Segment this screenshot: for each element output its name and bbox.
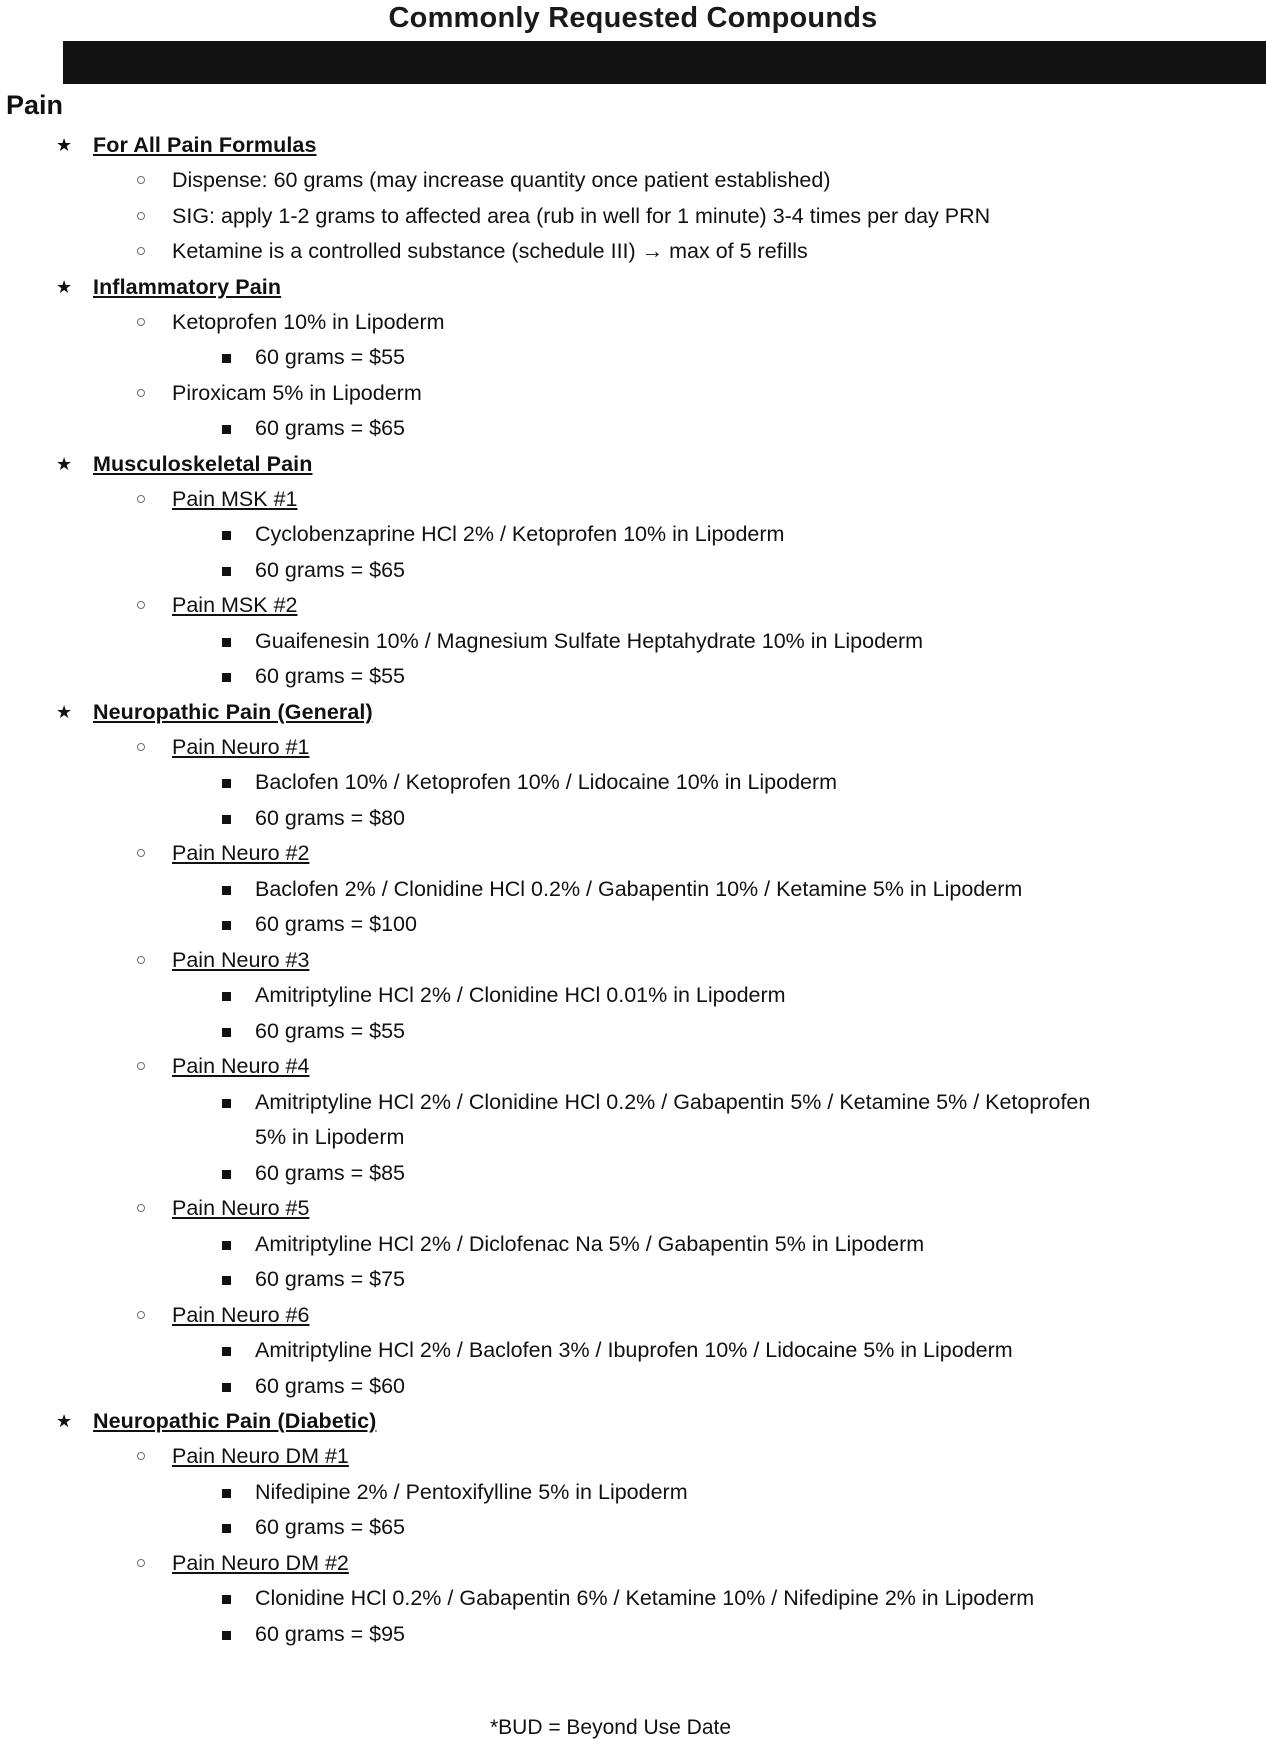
formula-ingredients-row (0, 1227, 1266, 1263)
group-neuropathic-pain-diabetic (0, 1404, 1266, 1439)
formula-price-row (0, 801, 1266, 837)
formula-ingredients: Cyclobenzaprine HCl 2% / Ketoprofen 10% in Lipoderm (255, 522, 785, 546)
formula-name: Pain Neuro DM #2 (172, 1550, 349, 1575)
circle-bullet-icon (137, 601, 145, 609)
formula-ingredients-row (0, 1085, 1266, 1156)
formula-list (0, 305, 1266, 447)
star-bullet-icon: ★ (56, 453, 73, 474)
formula-ingredients-row (0, 872, 1266, 908)
formula-detail-list (0, 517, 1266, 588)
circle-bullet-icon (137, 1452, 145, 1460)
document-body (0, 88, 1266, 1652)
formula-ingredients-row (0, 1475, 1266, 1511)
formula-list (0, 482, 1266, 695)
formula-name-row (0, 943, 1266, 979)
formula-price: 60 grams = $85 (255, 1160, 405, 1185)
formula-price: 60 grams = $60 (255, 1373, 405, 1398)
square-bullet-icon (222, 1099, 231, 1108)
group-musculoskeletal-pain (0, 447, 1266, 482)
square-bullet-icon (222, 673, 231, 682)
circle-bullet-icon (137, 956, 145, 964)
formula-name-row (0, 836, 1266, 872)
formula-ingredients: Amitriptyline HCl 2% / Clonidine HCl 0.2% / Gabapentin 5% / Ketamine 5% / Ketoprofen 5% in Lipoderm (255, 1089, 1091, 1149)
formula-price: 60 grams = $75 (255, 1267, 405, 1291)
formula-name-row (0, 1049, 1266, 1085)
formula-price: 60 grams = $65 (255, 1515, 405, 1539)
formula-name-row (0, 588, 1266, 624)
formula-ingredients: Amitriptyline HCl 2% / Clonidine HCl 0.01% in Lipoderm (255, 983, 786, 1007)
circle-bullet-icon (137, 743, 145, 751)
formula-price-row (0, 553, 1266, 589)
group-neuropathic-pain-general (0, 695, 1266, 730)
circle-bullet-icon (137, 389, 145, 397)
formula-name: Pain Neuro DM #1 (172, 1444, 349, 1468)
formula-price-row (0, 1014, 1266, 1050)
formula-ingredients: Baclofen 2% / Clonidine HCl 0.2% / Gabapentin 10% / Ketamine 5% in Lipoderm (255, 876, 1023, 901)
formula-price: 60 grams = $100 (255, 912, 417, 936)
formula-detail-list (0, 1227, 1266, 1298)
formula-price-list (0, 340, 1266, 376)
formula-name-row (0, 1298, 1266, 1334)
square-bullet-icon (222, 815, 231, 824)
formula-list (0, 1439, 1266, 1652)
formula-detail-list (0, 978, 1266, 1049)
note-text: Ketamine is a controlled substance (schedule III) → max of 5 refills (172, 239, 808, 263)
circle-bullet-icon (137, 1204, 145, 1212)
formula-detail-list (0, 1475, 1266, 1546)
formula-price: 60 grams = $55 (255, 345, 405, 369)
notes-list (0, 163, 1266, 270)
square-bullet-icon (222, 1276, 231, 1285)
formula-name: Pain Neuro #3 (172, 947, 310, 972)
formula-detail-list (0, 872, 1266, 943)
formula-ingredients-row (0, 517, 1266, 553)
square-bullet-icon (222, 638, 231, 647)
formula-detail-list (0, 1581, 1266, 1652)
circle-bullet-icon (137, 849, 145, 857)
formula-name-row (0, 730, 1266, 766)
circle-bullet-icon (137, 247, 145, 255)
formula-price-row (0, 340, 1266, 376)
group-inflammatory-pain (0, 270, 1266, 305)
section-heading-pain: Pain (6, 90, 64, 120)
circle-bullet-icon (137, 1559, 145, 1567)
formula-price-row (0, 659, 1266, 695)
formula-price-row (0, 1369, 1266, 1405)
formula-detail-list (0, 765, 1266, 836)
formula-price-row (0, 1156, 1266, 1192)
square-bullet-icon (222, 1489, 231, 1498)
formula-name: Pain MSK #1 (172, 486, 298, 511)
circle-bullet-icon (137, 176, 145, 184)
formula-name-row (0, 482, 1266, 518)
formula-price-row (0, 1262, 1266, 1298)
square-bullet-icon (222, 531, 231, 540)
formula-ingredients-row (0, 305, 1266, 341)
formula-price: 60 grams = $55 (255, 664, 405, 688)
formula-name: Pain Neuro #4 (172, 1054, 310, 1078)
formula-name-row (0, 1191, 1266, 1227)
square-bullet-icon (222, 886, 231, 895)
circle-bullet-icon (137, 1062, 145, 1070)
formula-ingredients-row (0, 765, 1266, 801)
group-label: For All Pain Formulas (93, 133, 317, 157)
formula-ingredients-row (0, 1333, 1266, 1369)
star-bullet-icon: ★ (56, 1411, 73, 1431)
formula-price-row (0, 1510, 1266, 1546)
formula-price-row (0, 907, 1266, 943)
formula-ingredients: Clonidine HCl 0.2% / Gabapentin 6% / Ketamine 10% / Nifedipine 2% in Lipoderm (255, 1586, 1035, 1610)
formula-detail-list (0, 1085, 1266, 1192)
formula-ingredients-row (0, 978, 1266, 1014)
formula-price: 60 grams = $80 (255, 805, 405, 830)
note-text: SIG: apply 1-2 grams to affected area (rub in well for 1 minute) 3-4 times per day PRN (172, 203, 991, 228)
formula-price: 60 grams = $55 (255, 1018, 405, 1043)
square-bullet-icon (222, 1347, 231, 1356)
square-bullet-icon (222, 1383, 231, 1392)
square-bullet-icon (222, 779, 231, 788)
group-label: Neuropathic Pain (General) (93, 699, 373, 724)
circle-bullet-icon (137, 495, 145, 503)
star-bullet-icon: ★ (56, 701, 73, 722)
square-bullet-icon (222, 567, 231, 576)
note-item (0, 163, 1266, 199)
footer-note-text: *BUD = Beyond Use Date (489, 1716, 732, 1739)
square-bullet-icon (222, 1595, 231, 1604)
square-bullet-icon (222, 1241, 231, 1250)
pain-group-list (0, 128, 1266, 1652)
square-bullet-icon (222, 1028, 231, 1037)
note-item (0, 234, 1266, 270)
formula-name: Pain MSK #2 (172, 593, 298, 617)
group-for-all-pain-formulas (0, 128, 1266, 163)
formula-name: Pain Neuro #6 (172, 1302, 310, 1327)
formula-list (0, 730, 1266, 1405)
note-item (0, 199, 1266, 235)
circle-bullet-icon (137, 318, 145, 326)
note-text: Dispense: 60 grams (may increase quantity once patient established) (172, 168, 831, 192)
formula-price: 60 grams = $95 (255, 1621, 405, 1646)
formula-name: Pain Neuro #1 (172, 734, 310, 759)
redaction-bar (63, 41, 1266, 84)
formula-price: 60 grams = $65 (255, 416, 405, 440)
group-label: Inflammatory Pain (93, 274, 282, 299)
circle-bullet-icon (137, 1311, 145, 1319)
formula-name: Pain Neuro #2 (172, 841, 310, 865)
formula-ingredients: Ketoprofen 10% in Lipoderm (172, 309, 445, 334)
formula-name-row (0, 1546, 1266, 1582)
formula-price: 60 grams = $65 (255, 557, 405, 582)
square-bullet-icon (222, 1631, 231, 1640)
circle-bullet-icon (137, 212, 145, 220)
formula-price-row (0, 1617, 1266, 1653)
formula-ingredients-row (0, 376, 1266, 412)
square-bullet-icon (222, 354, 231, 363)
formula-detail-list (0, 1333, 1266, 1404)
formula-name-row (0, 1439, 1266, 1475)
square-bullet-icon (222, 992, 231, 1001)
formula-price-list (0, 411, 1266, 447)
formula-ingredients-row (0, 1581, 1266, 1617)
formula-price-row (0, 411, 1266, 447)
footer-note (0, 1716, 1266, 1740)
formula-ingredients: Guaifenesin 10% / Magnesium Sulfate Heptahydrate 10% in Lipoderm (255, 628, 924, 653)
formula-ingredients: Nifedipine 2% / Pentoxifylline 5% in Lipoderm (255, 1479, 688, 1504)
group-label: Musculoskeletal Pain (93, 451, 313, 476)
formula-ingredients: Piroxicam 5% in Lipoderm (172, 380, 422, 405)
square-bullet-icon (222, 921, 231, 930)
star-bullet-icon: ★ (56, 135, 73, 155)
square-bullet-icon (222, 1170, 231, 1179)
formula-detail-list (0, 624, 1266, 695)
square-bullet-icon (222, 1524, 231, 1533)
page-title: Commonly Requested Compounds (388, 2, 878, 34)
formula-ingredients: Amitriptyline HCl 2% / Baclofen 3% / Ibuprofen 10% / Lidocaine 5% in Lipoderm (255, 1338, 1013, 1362)
formula-name: Pain Neuro #5 (172, 1196, 310, 1220)
star-bullet-icon: ★ (56, 276, 73, 297)
formula-ingredients-row (0, 624, 1266, 660)
square-bullet-icon (222, 425, 231, 434)
formula-ingredients: Amitriptyline HCl 2% / Diclofenac Na 5% / Gabapentin 5% in Lipoderm (255, 1231, 925, 1256)
group-label: Neuropathic Pain (Diabetic) (93, 1409, 377, 1433)
formula-ingredients: Baclofen 10% / Ketoprofen 10% / Lidocaine 10% in Lipoderm (255, 770, 838, 794)
